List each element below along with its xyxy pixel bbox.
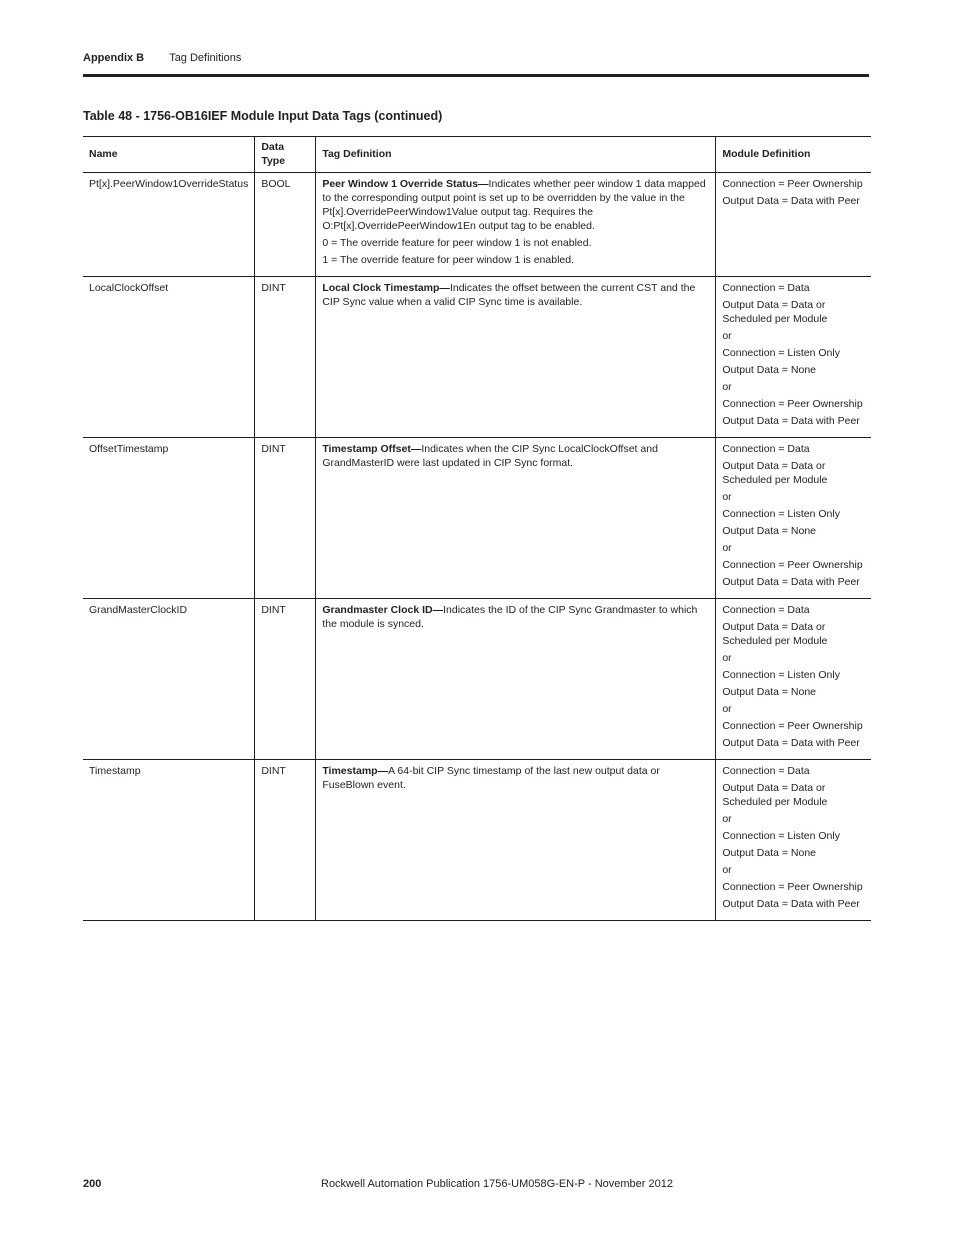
module-definition-line: Connection = Peer Ownership xyxy=(722,559,863,571)
table-header-row xyxy=(83,137,871,173)
cell-name: Timestamp xyxy=(83,760,255,921)
module-definition-line: Connection = Peer Ownership xyxy=(722,178,863,190)
cell-data-type: DINT xyxy=(255,760,316,921)
cell-data-type: DINT xyxy=(255,599,316,760)
module-definition-line: Output Data = Data or Scheduled per Module xyxy=(722,460,828,486)
cell-module-definition xyxy=(716,277,871,438)
module-definition-line: or xyxy=(722,330,732,342)
col-header-data-type: Data Type xyxy=(255,137,316,173)
table-row xyxy=(83,438,871,599)
module-definition-line: or xyxy=(722,381,732,393)
cell-tag-definition xyxy=(316,599,716,760)
table-row xyxy=(83,599,871,760)
cell-name: LocalClockOffset xyxy=(83,277,255,438)
page-number: 200 xyxy=(83,1178,102,1190)
definition-text xyxy=(322,442,709,470)
table-caption: Table 48 - 1756-OB16IEF Module Input Data Tags (continued) xyxy=(83,109,443,123)
col-header-module-definition: Module Definition xyxy=(716,137,871,173)
cell-name: Pt[x].PeerWindow1OverrideStatus xyxy=(83,173,255,277)
module-definition-line: Output Data = None xyxy=(722,364,817,376)
module-definition-line: Output Data = Data or Scheduled per Module xyxy=(722,621,828,647)
running-header xyxy=(83,52,241,64)
definition-description: Indicates the ID of the CIP Sync Grandmaster to which the module is synced. xyxy=(322,604,698,630)
module-definition-line: Output Data = Data with Peer xyxy=(722,415,860,427)
cell-module-definition xyxy=(716,760,871,921)
module-definition-line: or xyxy=(722,813,732,825)
definition-term: Grandmaster Clock ID— xyxy=(322,604,444,616)
module-definition-line: Connection = Listen Only xyxy=(722,347,840,359)
module-definition-line: Output Data = None xyxy=(722,847,817,859)
cell-tag-definition xyxy=(316,277,716,438)
definition-description: Indicates when the CIP Sync LocalClockOffset and GrandMasterID were last updated in CIP Sync format. xyxy=(322,443,658,469)
definition-term: Timestamp Offset— xyxy=(322,443,422,455)
table-row xyxy=(83,173,871,277)
module-definition-line: Output Data = Data with Peer xyxy=(722,898,860,910)
cell-name: GrandMasterClockID xyxy=(83,599,255,760)
module-definition-line: Connection = Data xyxy=(722,604,810,616)
definition-text xyxy=(322,764,709,792)
definition-term: Local Clock Timestamp— xyxy=(322,282,450,294)
module-definition-line: Connection = Listen Only xyxy=(722,830,840,842)
module-definition-line: or xyxy=(722,542,732,554)
definition-text xyxy=(322,603,709,631)
cell-module-definition xyxy=(716,173,871,277)
cell-tag-definition xyxy=(316,760,716,921)
module-definition-line: Connection = Peer Ownership xyxy=(722,720,863,732)
module-definition-line: Connection = Listen Only xyxy=(722,508,840,520)
table-row xyxy=(83,760,871,921)
definition-text xyxy=(322,281,709,309)
module-definition-line: Output Data = Data with Peer xyxy=(722,737,860,749)
module-definition-line: Output Data = Data with Peer xyxy=(722,195,860,207)
header-rule xyxy=(83,74,869,77)
definition-description: Indicates whether peer window 1 data mapped to the corresponding output point is set up to be overridden by the value in the Pt[x].OverridePeerWindow1Value output tag. Requires the O:Pt[x].OverridePeerWindow1En output tag to be enabled. xyxy=(322,178,706,232)
page-footer xyxy=(83,1178,871,1190)
header-section: Appendix B xyxy=(83,52,145,64)
table-row xyxy=(83,277,871,438)
cell-data-type: DINT xyxy=(255,438,316,599)
cell-module-definition xyxy=(716,599,871,760)
definition-description: A 64-bit CIP Sync timestamp of the last new output data or FuseBlown event. xyxy=(322,765,660,791)
module-definition-line: Output Data = Data or Scheduled per Module xyxy=(722,299,828,325)
header-topic: Tag Definitions xyxy=(169,52,242,64)
module-definition-line: or xyxy=(722,652,732,664)
definition-value-note: 0 = The override feature for peer window 1 is not enabled. xyxy=(322,237,592,249)
col-header-tag-definition: Tag Definition xyxy=(316,137,716,173)
definition-description: Indicates the offset between the current CST and the CIP Sync value when a valid CIP Sync time is available. xyxy=(322,282,696,308)
module-definition-line: Connection = Peer Ownership xyxy=(722,881,863,893)
definition-text xyxy=(322,177,709,233)
module-definition-line: Connection = Data xyxy=(722,443,810,455)
module-definition-line: Connection = Peer Ownership xyxy=(722,398,863,410)
table-body xyxy=(83,173,871,921)
cell-name: OffsetTimestamp xyxy=(83,438,255,599)
module-definition-line: Output Data = Data with Peer xyxy=(722,576,860,588)
module-definition-line: Connection = Data xyxy=(722,765,810,777)
tag-table xyxy=(83,136,871,921)
module-definition-line: or xyxy=(722,864,732,876)
cell-tag-definition xyxy=(316,438,716,599)
module-definition-line: Connection = Listen Only xyxy=(722,669,840,681)
definition-term: Peer Window 1 Override Status— xyxy=(322,178,489,190)
module-definition-line: Output Data = Data or Scheduled per Module xyxy=(722,782,828,808)
definition-value-note: 1 = The override feature for peer window 1 is enabled. xyxy=(322,254,574,266)
cell-module-definition xyxy=(716,438,871,599)
definition-term: Timestamp— xyxy=(322,765,389,777)
cell-data-type: BOOL xyxy=(255,173,316,277)
module-definition-line: or xyxy=(722,703,732,715)
publication-info: Rockwell Automation Publication 1756-UM058G-EN-P - November 2012 xyxy=(321,1178,673,1190)
module-definition-line: or xyxy=(722,491,732,503)
module-definition-line: Connection = Data xyxy=(722,282,810,294)
module-definition-line: Output Data = None xyxy=(722,686,817,698)
col-header-name: Name xyxy=(83,137,255,173)
cell-tag-definition xyxy=(316,173,716,277)
cell-data-type: DINT xyxy=(255,277,316,438)
module-definition-line: Output Data = None xyxy=(722,525,817,537)
